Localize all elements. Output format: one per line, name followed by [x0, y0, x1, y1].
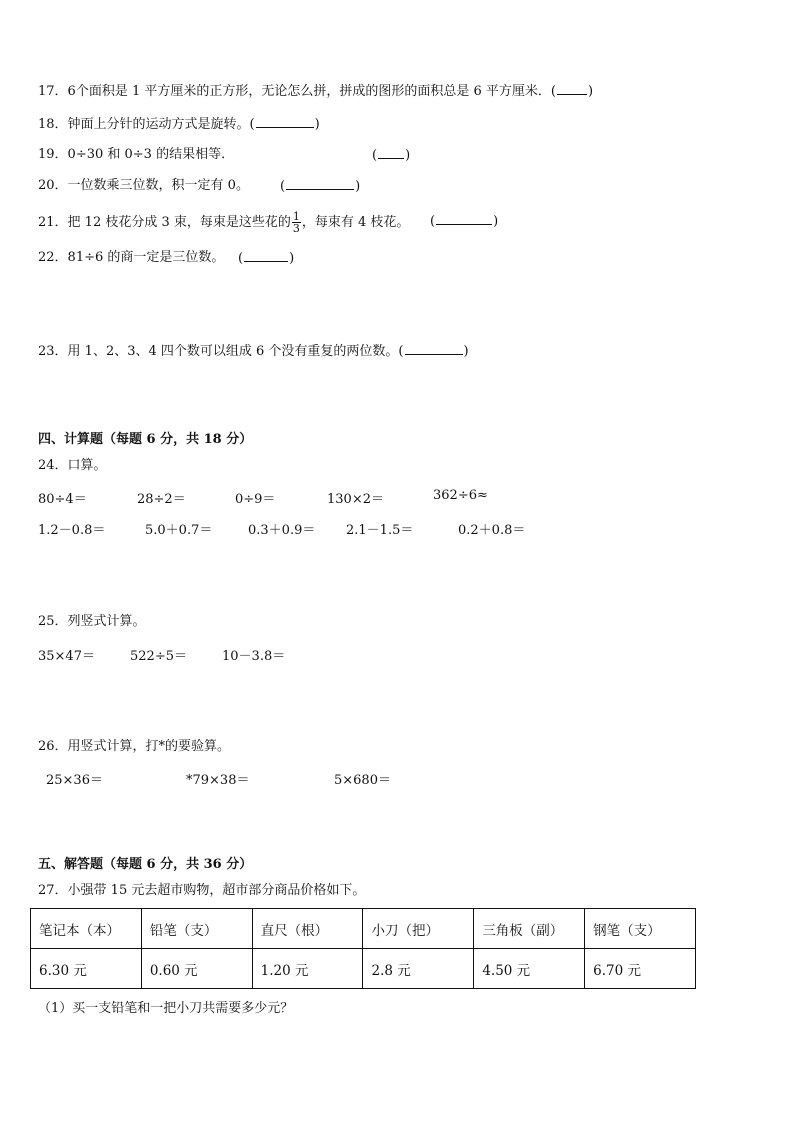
question-22 — [38, 249, 224, 267]
question-27-sub-1: （1）买一支铅笔和一把小刀共需要多少元？ — [38, 1001, 294, 1016]
question-23-text: 23．用 1、2、3、4 四个数可以组成 6 个没有重复的两位数。( — [38, 344, 404, 359]
vertical-calc-item: 25×36＝ — [46, 773, 103, 788]
oral-calc-item: 2.1－1.5＝ — [346, 523, 414, 538]
question-20 — [38, 177, 249, 195]
table-header-cell: 直尺（根） — [252, 909, 363, 949]
price-table — [30, 908, 696, 989]
section-5-title: 五、解答题（每题 6 分，共 36 分） — [38, 857, 253, 872]
vertical-calc-item: 35×47＝ — [38, 649, 95, 664]
price-cell: 6.30 元 — [31, 949, 142, 989]
oral-calc-item: 28÷2＝ — [137, 492, 186, 507]
question-21-answer: ( ) — [430, 214, 499, 229]
table-header-row — [31, 909, 696, 949]
answer-blank[interactable] — [244, 249, 288, 262]
question-17-text: 17．6个面积是 1 平方厘米的正方形，无论怎么拼，拼成的图形的面积总是 6 平方厘米．( — [38, 84, 556, 99]
oral-calc-item: 0.2＋0.8＝ — [458, 523, 526, 538]
oral-calc-item: 80÷4＝ — [38, 492, 87, 507]
oral-calc-item: 130×2＝ — [327, 492, 384, 507]
table-header-cell: 笔记本（本） — [31, 909, 142, 949]
price-cell: 2.8 元 — [363, 949, 474, 989]
table-header-cell: 钢笔（支） — [585, 909, 696, 949]
vertical-calc-item: 10－3.8＝ — [222, 649, 286, 664]
table-header-cell: 三角板（副） — [474, 909, 585, 949]
question-27-title: 27．小强带 15 元去超市购物，超市部分商品价格如下。 — [38, 883, 366, 898]
price-cell: 1.20 元 — [252, 949, 363, 989]
question-22-answer: ( ) — [238, 251, 295, 266]
question-21: 21．把 12 枝花分成 3 束，每束是这些花的 $\frac{1}{3}$ ，每束有 4 枝花。 — [38, 210, 410, 235]
price-cell: 4.50 元 — [474, 949, 585, 989]
price-cell: 0.60 元 — [141, 949, 252, 989]
question-25-title: 25．列竖式计算。 — [38, 614, 146, 629]
table-row — [31, 949, 696, 989]
question-23: 23．用 1、2、3、4 四个数可以组成 6 个没有重复的两位数。( ) — [38, 344, 469, 359]
table-header-cell: 铅笔（支） — [141, 909, 252, 949]
question-26-title: 26．用竖式计算，打*的要验算。 — [38, 739, 231, 754]
answer-blank[interactable] — [405, 342, 463, 355]
question-17: 17．6个面积是 1 平方厘米的正方形，无论怎么拼，拼成的图形的面积总是 6 平方厘米．( ) — [38, 84, 594, 99]
question-19-answer: ( ) — [372, 148, 411, 163]
vertical-calc-item: *79×38＝ — [186, 773, 250, 788]
question-24-title: 24．口算。 — [38, 458, 107, 473]
oral-calc-item: 0÷9＝ — [235, 492, 276, 507]
question-20-answer: ( ) — [280, 179, 361, 194]
question-20-text: 20．一位数乘三位数，积一定有 0。 — [38, 178, 249, 193]
oral-calc-item: 5.0＋0.7＝ — [145, 523, 213, 538]
oral-calc-item: 1.2－0.8＝ — [38, 523, 106, 538]
section-4-title: 四、计算题（每题 6 分，共 18 分） — [38, 432, 253, 447]
vertical-calc-item: 5×680＝ — [334, 773, 391, 788]
question-21-text: 21．把 12 枝花分成 3 束，每束是这些花的 — [38, 215, 291, 230]
answer-blank[interactable] — [256, 115, 314, 128]
vertical-calc-item: 522÷5＝ — [130, 649, 187, 664]
answer-blank[interactable] — [557, 82, 587, 95]
oral-calc-item: 362÷6≈ — [433, 488, 488, 503]
answer-blank[interactable] — [378, 146, 404, 159]
question-18-text: 18．钟面上分针的运动方式是旋转。( — [38, 117, 255, 132]
table-header-cell: 小刀（把） — [363, 909, 474, 949]
question-19-text: 19．0÷30 和 0÷3 的结果相等． — [38, 147, 235, 162]
question-18: 18．钟面上分针的运动方式是旋转。( ) — [38, 117, 320, 132]
answer-blank[interactable] — [436, 212, 492, 225]
price-cell: 6.70 元 — [585, 949, 696, 989]
fraction-one-third: $\frac{1}{3}$ — [292, 210, 300, 235]
question-19 — [38, 146, 234, 164]
oral-calc-item: 0.3＋0.9＝ — [248, 523, 316, 538]
answer-blank[interactable] — [286, 177, 354, 190]
question-22-text: 22．81÷6 的商一定是三位数。 — [38, 250, 225, 265]
